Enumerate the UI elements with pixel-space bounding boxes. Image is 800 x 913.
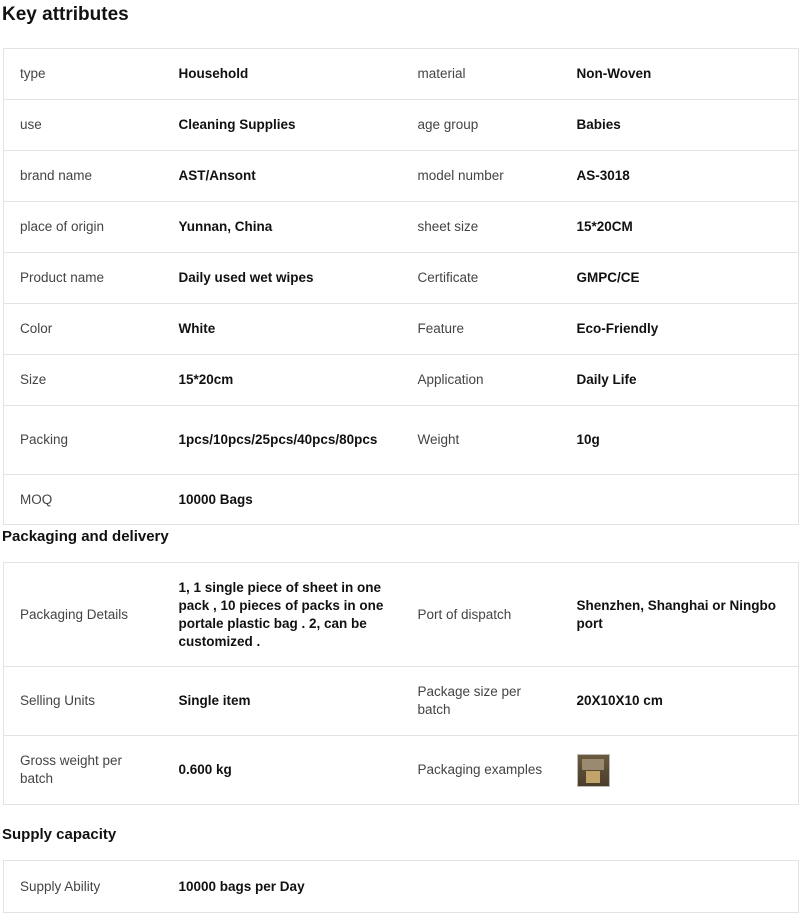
table-row bbox=[4, 253, 799, 304]
attr-value: AST/Ansont bbox=[163, 151, 402, 202]
attr-label: MOQ bbox=[4, 475, 163, 525]
attr-empty bbox=[561, 861, 799, 913]
attr-value: 20X10X10 cm bbox=[561, 667, 799, 736]
attr-label: material bbox=[402, 49, 561, 100]
supply-table bbox=[3, 860, 799, 913]
attr-label: sheet size bbox=[402, 202, 561, 253]
attr-label: age group bbox=[402, 100, 561, 151]
packaging-title: Packaging and delivery bbox=[2, 528, 169, 545]
attr-value: 15*20cm bbox=[163, 355, 402, 406]
table-row bbox=[4, 355, 799, 406]
attr-label: place of origin bbox=[4, 202, 163, 253]
attr-value: Household bbox=[163, 49, 402, 100]
key-attributes-title: Key attributes bbox=[2, 4, 129, 25]
attr-label: Packing bbox=[4, 406, 163, 475]
attr-label: type bbox=[4, 49, 163, 100]
attr-label: Port of dispatch bbox=[402, 563, 561, 667]
attr-value: 0.600 kg bbox=[163, 736, 402, 805]
attr-label: Gross weight per batch bbox=[4, 736, 163, 805]
attr-empty bbox=[402, 475, 561, 525]
attr-label: Color bbox=[4, 304, 163, 355]
table-row bbox=[4, 861, 799, 913]
table-row bbox=[4, 151, 799, 202]
attr-label: Weight bbox=[402, 406, 561, 475]
attr-label: Package size per batch bbox=[402, 667, 561, 736]
attr-label: Supply Ability bbox=[4, 861, 163, 913]
packaging-table bbox=[3, 562, 799, 805]
attr-empty bbox=[561, 475, 799, 525]
attr-label: Certificate bbox=[402, 253, 561, 304]
attr-value: 10000 bags per Day bbox=[163, 861, 402, 913]
attr-label: Selling Units bbox=[4, 667, 163, 736]
attr-label: Product name bbox=[4, 253, 163, 304]
attr-value: Single item bbox=[163, 667, 402, 736]
key-attributes-table bbox=[3, 48, 799, 525]
supply-title: Supply capacity bbox=[2, 826, 117, 843]
table-row bbox=[4, 667, 799, 736]
attr-label: brand name bbox=[4, 151, 163, 202]
attr-value: Eco-Friendly bbox=[561, 304, 799, 355]
attr-value: Cleaning Supplies bbox=[163, 100, 402, 151]
attr-value: 15*20CM bbox=[561, 202, 799, 253]
attr-value: Non-Woven bbox=[561, 49, 799, 100]
attr-value: Babies bbox=[561, 100, 799, 151]
packaging-photo-thumbnail[interactable] bbox=[577, 754, 610, 787]
attr-label: Size bbox=[4, 355, 163, 406]
attr-value: Daily Life bbox=[561, 355, 799, 406]
table-row bbox=[4, 304, 799, 355]
attr-empty bbox=[402, 861, 561, 913]
attr-label: Packaging Details bbox=[4, 563, 163, 667]
attr-value: White bbox=[163, 304, 402, 355]
table-row bbox=[4, 563, 799, 667]
table-row bbox=[4, 100, 799, 151]
attr-value: 10g bbox=[561, 406, 799, 475]
attr-value: Daily used wet wipes bbox=[163, 253, 402, 304]
attr-value: Shenzhen, Shanghai or Ningbo port bbox=[561, 563, 799, 667]
attr-label: use bbox=[4, 100, 163, 151]
table-row bbox=[4, 202, 799, 253]
table-row bbox=[4, 406, 799, 475]
attr-label: Feature bbox=[402, 304, 561, 355]
attr-value: AS-3018 bbox=[561, 151, 799, 202]
attr-value: Yunnan, China bbox=[163, 202, 402, 253]
attr-value: GMPC/CE bbox=[561, 253, 799, 304]
attr-label: model number bbox=[402, 151, 561, 202]
attr-value: 1pcs/10pcs/25pcs/40pcs/80pcs bbox=[163, 406, 402, 475]
table-row bbox=[4, 475, 799, 525]
attr-label: Packaging examples bbox=[402, 736, 561, 805]
attr-value: 10000 Bags bbox=[163, 475, 402, 525]
attr-label: Application bbox=[402, 355, 561, 406]
table-row bbox=[4, 736, 799, 805]
attr-value: 1, 1 single piece of sheet in one pack , 10 pieces of packs in one portale plastic bag . 2, can be customized . bbox=[163, 563, 402, 667]
table-row bbox=[4, 49, 799, 100]
packaging-example-cell bbox=[561, 736, 799, 805]
